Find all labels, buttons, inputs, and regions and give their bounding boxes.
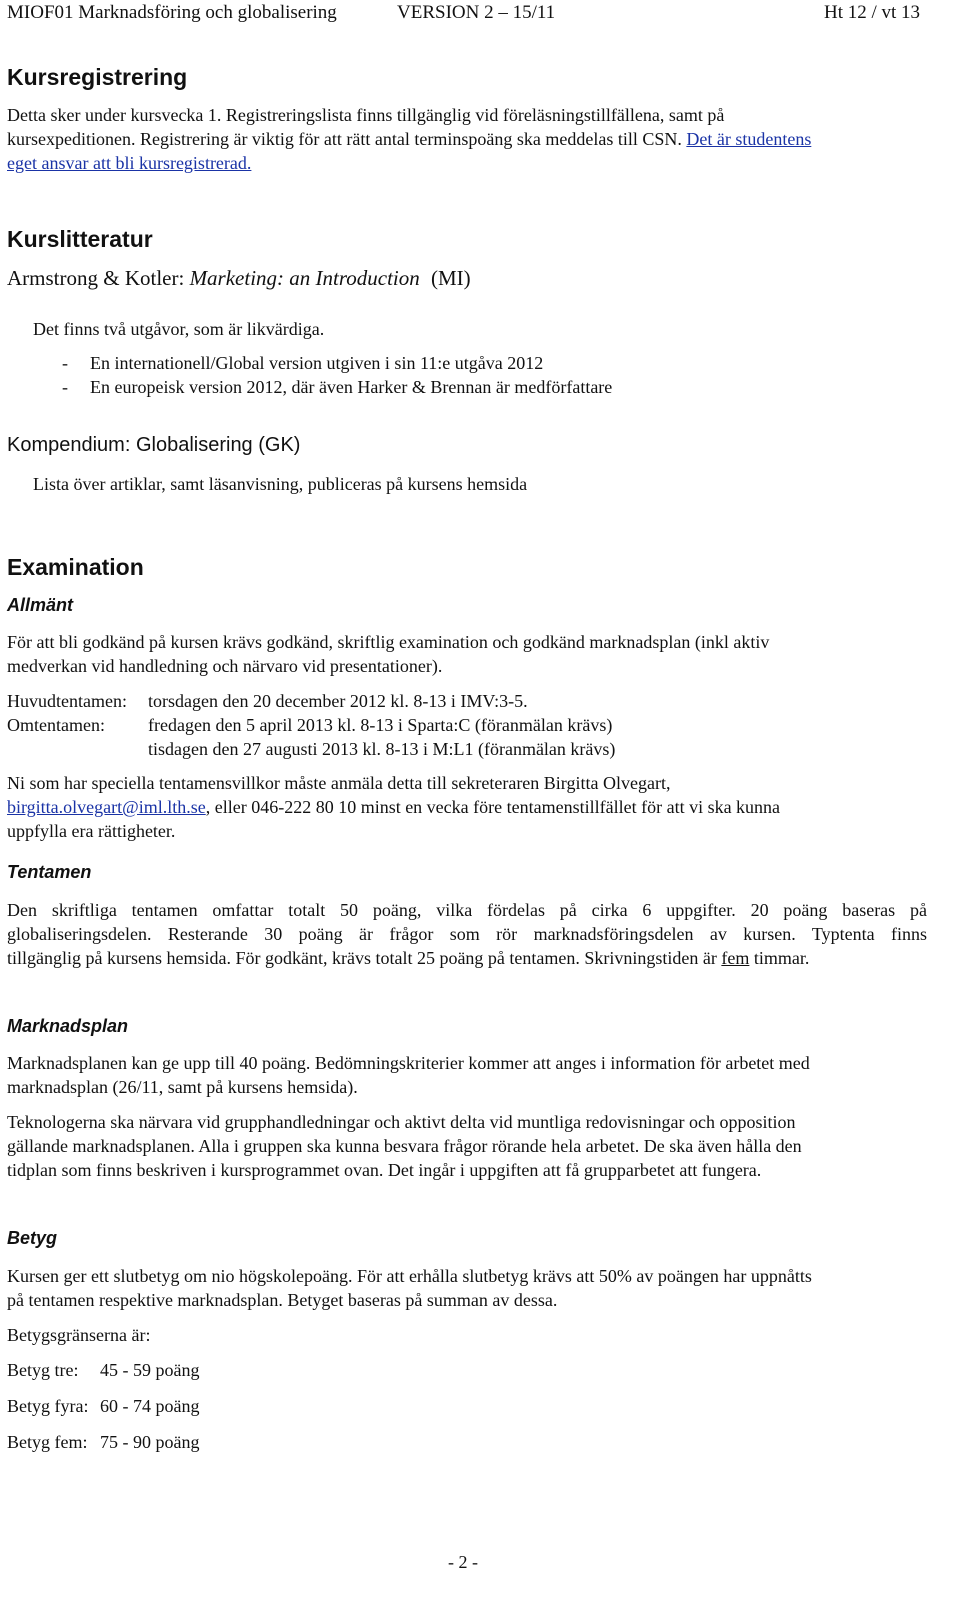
marknadsplan-p1-line-2: marknadsplan (26/11, samt på kursens hemsida).	[7, 1077, 358, 1097]
header-course: MIOF01 Marknadsföring och globalisering	[7, 2, 337, 23]
grade-range-3: 75 - 90 poäng	[100, 1432, 200, 1452]
student-responsibility-link[interactable]: Det är studentens	[686, 129, 812, 149]
examination-heading: Examination	[7, 554, 144, 580]
grade-range-1: 45 - 59 poäng	[100, 1360, 200, 1380]
kompendium-note: Lista över artiklar, samt läsanvisning, publiceras på kursens hemsida	[33, 474, 528, 494]
kursregistrering-line-2	[7, 127, 811, 151]
book-title: Marketing: an Introduction	[189, 266, 420, 290]
special-line-3: uppfylla era rättigheter.	[7, 821, 176, 841]
tentamen-line-3: tillgänglig på kursens hemsida. För godkänt, krävs totalt 25 poäng på tentamen. Skrivningstiden är fem timmar.	[7, 948, 810, 968]
marknadsplan-p2-line-3: tidplan som finns beskriven i kursprogrammet ovan. Det ingår i uppgiften att få grupparbetet att fungera.	[7, 1160, 762, 1180]
secretary-email-link[interactable]: birgitta.olvegart@iml.lth.se	[7, 797, 206, 817]
kursregistrering-line-1: Detta sker under kursvecka 1. Registreringslista finns tillgänglig vid föreläsningstillfällena, samt på	[7, 105, 725, 125]
betyg-line-2: på tentamen respektive marknadsplan. Betyget baseras på summan av dessa.	[7, 1290, 558, 1310]
kursregistrering-heading: Kursregistrering	[7, 64, 188, 90]
betyg-subheading: Betyg	[7, 1228, 58, 1248]
grade-range-2: 60 - 74 poäng	[100, 1396, 200, 1416]
exam-date-value-3: tisdagen den 27 augusti 2013 kl. 8-13 i M:L1 (föranmälan krävs)	[148, 739, 616, 759]
betyg-granser: Betygsgränserna är:	[7, 1325, 151, 1345]
grade-label-1: Betyg tre:	[7, 1360, 79, 1380]
book-abbr: (MI)	[431, 266, 471, 290]
header-term: Ht 12 / vt 13	[824, 2, 921, 23]
marknadsplan-subheading: Marknadsplan	[7, 1016, 129, 1036]
grade-label-3: Betyg fem:	[7, 1432, 88, 1452]
tentamen-subheading: Tentamen	[7, 862, 92, 882]
exam-date-value-1: torsdagen den 20 december 2012 kl. 8-13 i IMV:3-5.	[148, 691, 528, 711]
header-version: VERSION 2 – 15/11	[397, 2, 556, 23]
page-number: - 2 -	[448, 1552, 478, 1572]
allmant-subheading: Allmänt	[7, 595, 74, 615]
kurslitteratur-heading: Kurslitteratur	[7, 226, 153, 252]
exam-date-label-1: Huvudtentamen:	[7, 691, 127, 711]
marknadsplan-p2-line-2: gällande marknadsplanen. Alla i gruppen ska kunna besvara frågor rörande hela arbetet. De ska även hålla den	[7, 1136, 802, 1156]
kursregistrering-line-3	[7, 151, 251, 175]
special-line-2: birgitta.olvegart@iml.lth.se, eller 046-222 80 10 minst en vecka före tentamenstillfället för att vi ska kunna	[7, 797, 781, 817]
tentamen-line-2: globaliseringsdelen. Resterande 30 poäng är frågor som rör marknadsföringsdelen av kursen. Typtenta finns	[7, 924, 927, 944]
editions-intro: Det finns två utgåvor, som är likvärdiga.	[33, 319, 325, 339]
student-responsibility-link-cont[interactable]: eget ansvar att bli kursregistrerad.	[7, 153, 252, 173]
edition-item-1: - En internationell/Global version utgiven i sin 11:e utgåva 2012	[62, 353, 544, 373]
book-authors: Armstrong & Kotler:	[7, 266, 185, 290]
exam-duration: fem	[721, 948, 750, 968]
marknadsplan-p1-line-1: Marknadsplanen kan ge upp till 40 poäng. Bedömningskriterier kommer att anges i information för arbetet med	[7, 1053, 810, 1073]
edition-item-2: - En europeisk version 2012, där även Harker & Brennan är medförfattare	[62, 377, 613, 397]
kursregistrering-text: kursexpeditionen. Registrering är viktig för att rätt antal terminspoäng ska meddelas till CSN.	[7, 129, 682, 149]
marknadsplan-p2-line-1: Teknologerna ska närvara vid grupphandledningar och aktivt delta vid muntliga redovisningar och opposition	[7, 1112, 796, 1132]
kompendium-title: Kompendium: Globalisering (GK)	[7, 434, 301, 456]
betyg-line-1: Kursen ger ett slutbetyg om nio högskolepoäng. För att erhålla slutbetyg krävs att 50% av poängen har uppnåtts	[7, 1266, 812, 1286]
exam-date-value-2: fredagen den 5 april 2013 kl. 8-13 i Sparta:C (föranmälan krävs)	[148, 715, 613, 735]
grade-label-2: Betyg fyra:	[7, 1396, 89, 1416]
special-line-1: Ni som har speciella tentamensvillkor måste anmäla detta till sekreteraren Birgitta Olvegart,	[7, 773, 671, 793]
allmant-line-1: För att bli godkänd på kursen krävs godkänd, skriftlig examination och godkänd marknadsplan (inkl aktiv	[7, 632, 770, 652]
book-reference	[7, 266, 471, 291]
tentamen-line-1: Den skriftliga tentamen omfattar totalt 50 poäng, vilka fördelas på cirka 6 uppgifter. 20 poäng baseras på	[7, 900, 927, 920]
exam-date-label-2: Omtentamen:	[7, 715, 105, 735]
allmant-line-2: medverkan vid handledning och närvaro vid presentationer).	[7, 656, 443, 676]
